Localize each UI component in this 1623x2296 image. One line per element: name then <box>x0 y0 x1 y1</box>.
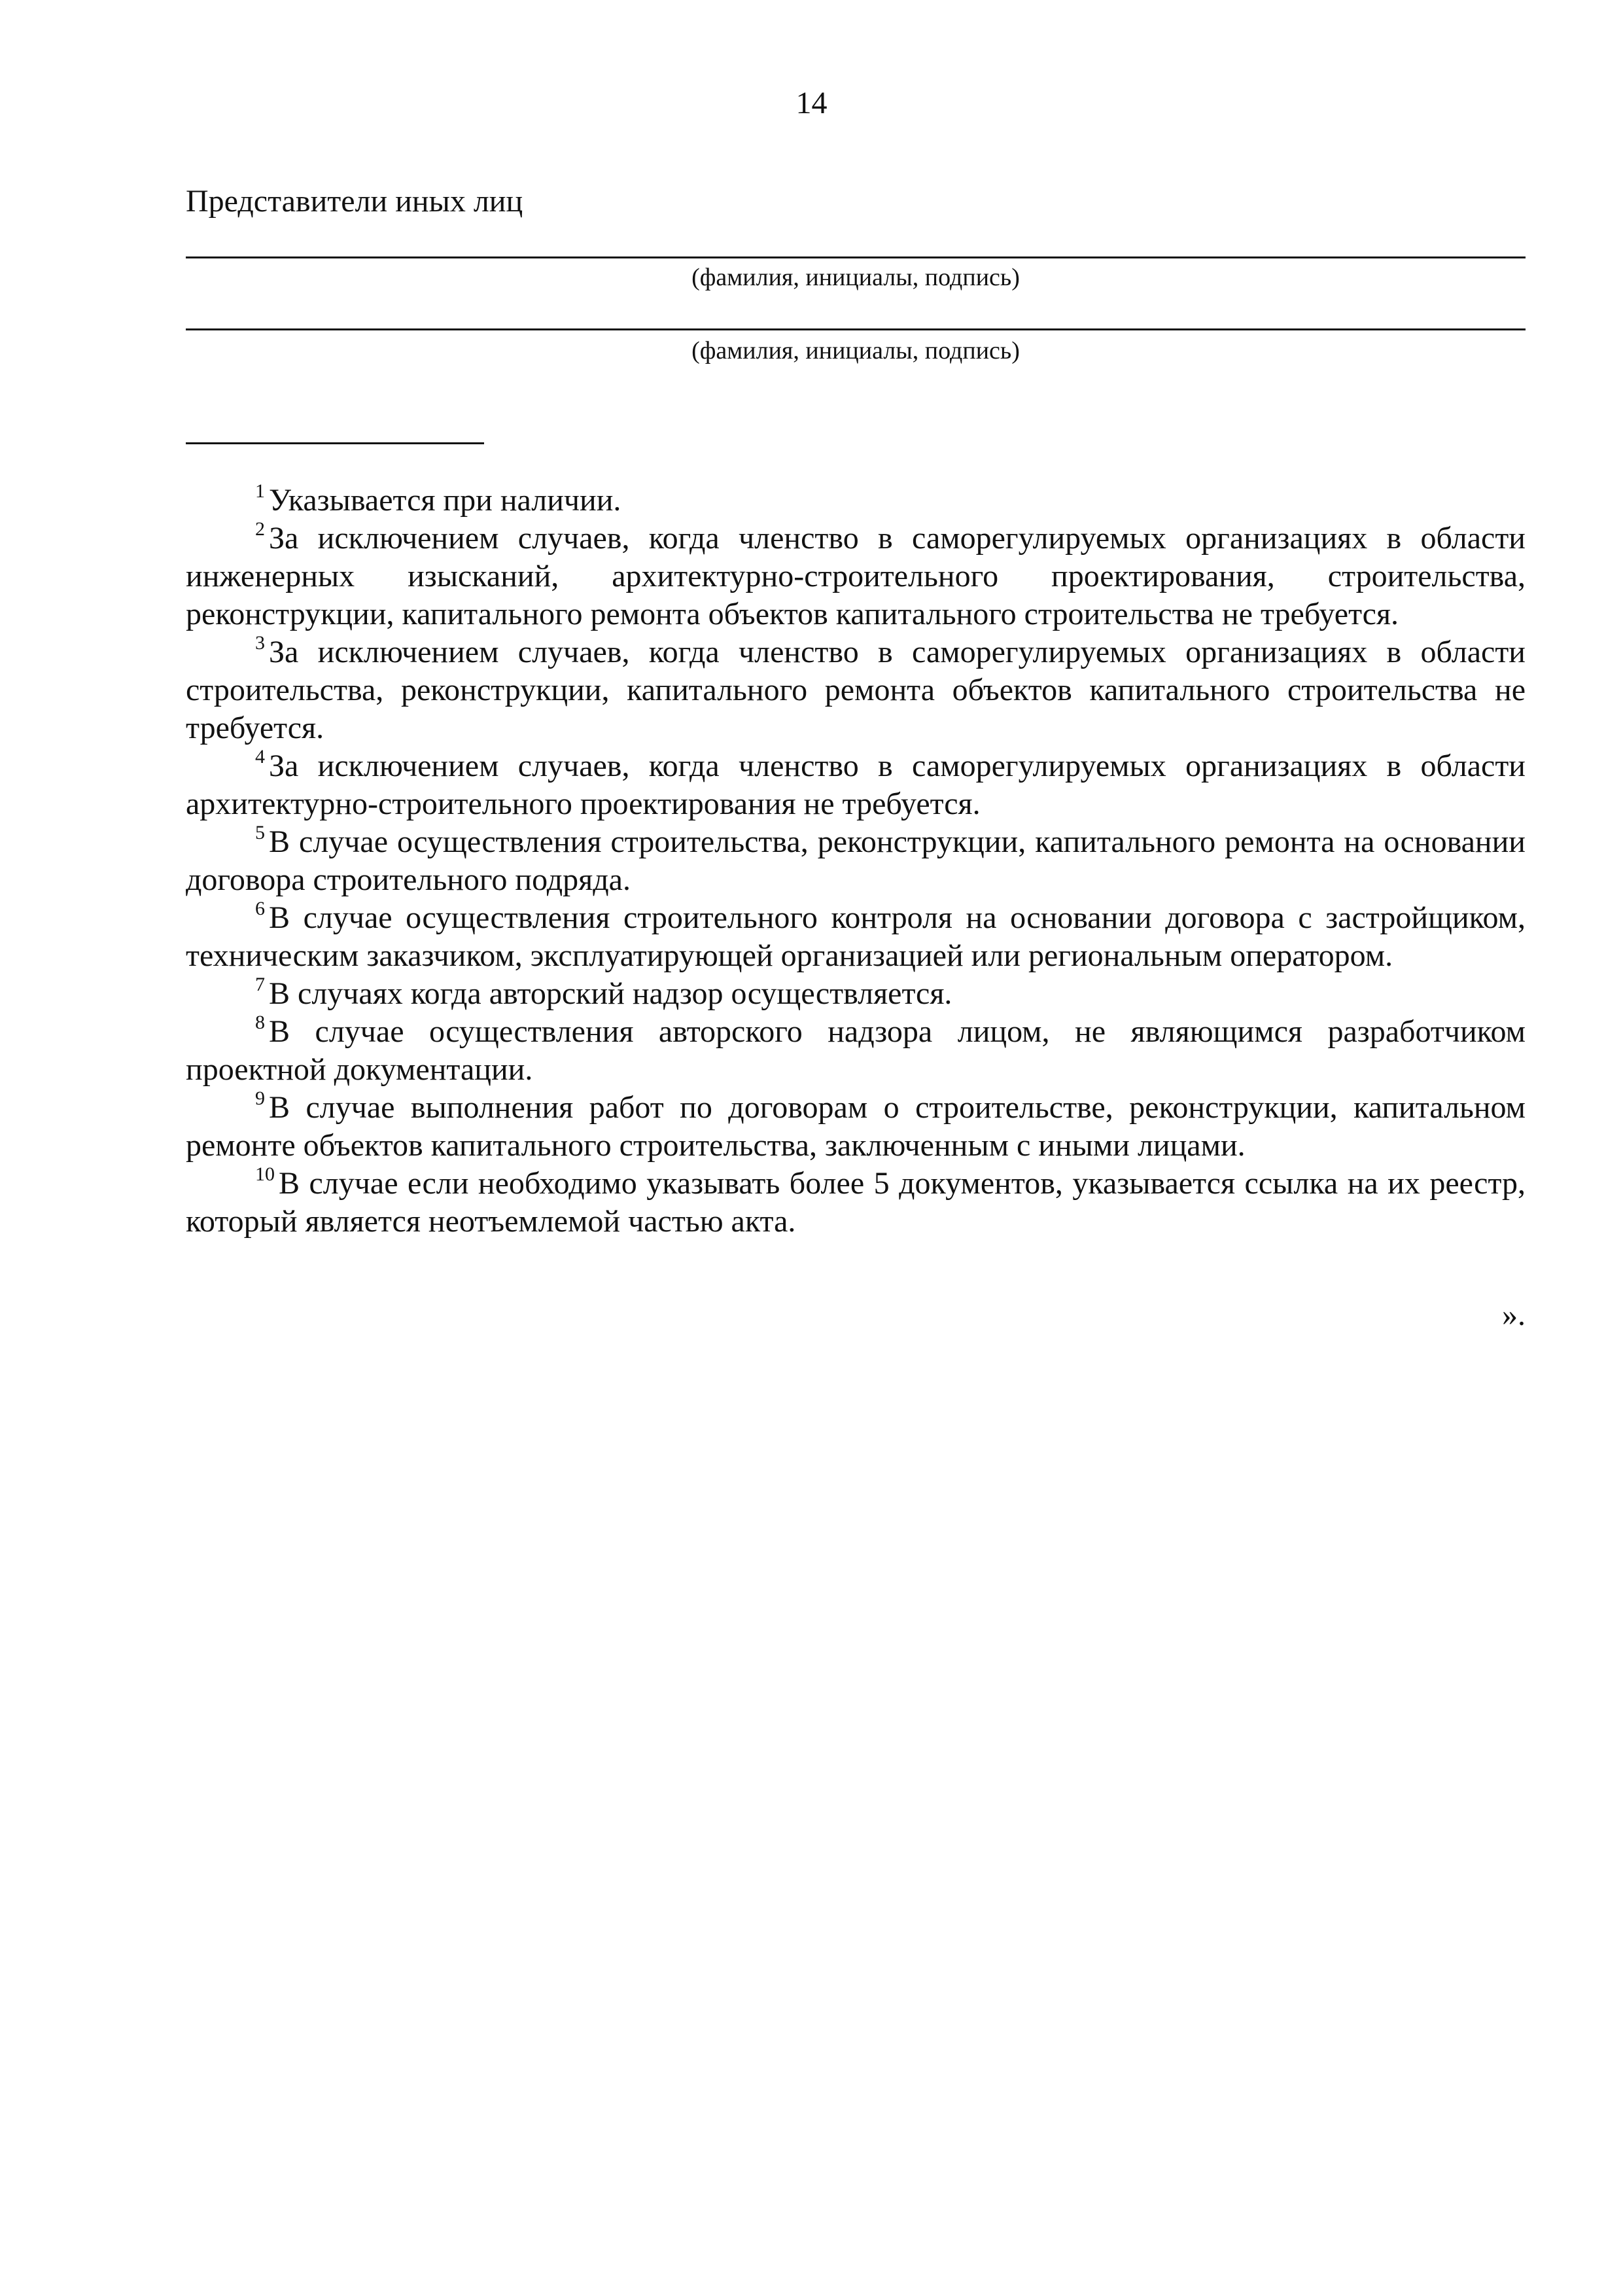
footnote <box>186 975 1526 1013</box>
footnote-text: В случае осуществления строительного контроля на основании договора с застройщиком, техническим заказчиком, эксплуатирующей организацией или региональным оператором. <box>186 900 1526 973</box>
footnote <box>186 482 1526 520</box>
footnote <box>186 1165 1526 1241</box>
footnote-text: В случае осуществления строительства, реконструкции, капитального ремонта на основании договора строительного подряда. <box>186 824 1526 897</box>
footnote-text: В случаях когда авторский надзор осуществляется. <box>269 976 952 1011</box>
footnote <box>186 1013 1526 1089</box>
signature-caption: (фамилия, инициалы, подпись) <box>691 337 1020 364</box>
footnote-text: В случае если необходимо указывать более 5 документов, указывается ссылка на их реестр, который является неотъемлемой частью акта. <box>186 1166 1526 1239</box>
footnote-text: В случае выполнения работ по договорам о строительстве, реконструкции, капитальном ремонте объектов капитального строительства, заключенным с иными лицами. <box>186 1090 1526 1163</box>
footnote-text: В случае осуществления авторского надзора лицом, не являющимся разработчиком проектной документации. <box>186 1014 1526 1087</box>
footnote <box>186 823 1526 899</box>
footnote-number: 4 <box>255 746 265 768</box>
footnote-number: 7 <box>255 974 265 995</box>
footnote-text: За исключением случаев, когда членство в саморегулируемых организациях в области инженерных изысканий, архитектурно-строительного проектирования, строительства, реконструкции, капитального ремонта объектов капитального строительства не требуется. <box>186 521 1526 631</box>
footnotes <box>186 482 1526 1241</box>
footnote-number: 3 <box>255 632 265 654</box>
footnote-number: 5 <box>255 822 265 843</box>
footnote-number: 6 <box>255 898 265 919</box>
footnote <box>186 899 1526 975</box>
footnote-number: 9 <box>255 1087 265 1109</box>
signature-caption: (фамилия, инициалы, подпись) <box>691 264 1020 291</box>
footnote-number: 10 <box>255 1163 275 1185</box>
footnote-number: 2 <box>255 518 265 540</box>
footnote-separator <box>186 442 484 444</box>
footnote <box>186 1089 1526 1165</box>
closing-quote: ». <box>1502 1298 1526 1332</box>
footnote-text: За исключением случаев, когда членство в саморегулируемых организациях в области строительства, реконструкции, капитального ремонта объектов капитального строительства не требуется. <box>186 635 1526 745</box>
footnote <box>186 633 1526 747</box>
footnote <box>186 747 1526 823</box>
footnote-text: Указывается при наличии. <box>269 483 621 518</box>
footnote-text: За исключением случаев, когда членство в саморегулируемых организациях в области архитектурно-строительного проектирования не требуется. <box>186 749 1526 821</box>
signature-line <box>186 256 1526 258</box>
page-number: 14 <box>795 86 828 120</box>
footnote-number: 8 <box>255 1012 265 1033</box>
signature-line <box>186 328 1526 330</box>
footnote-number: 1 <box>255 480 265 502</box>
section-title: Представители иных лиц <box>186 184 523 219</box>
footnote <box>186 520 1526 633</box>
